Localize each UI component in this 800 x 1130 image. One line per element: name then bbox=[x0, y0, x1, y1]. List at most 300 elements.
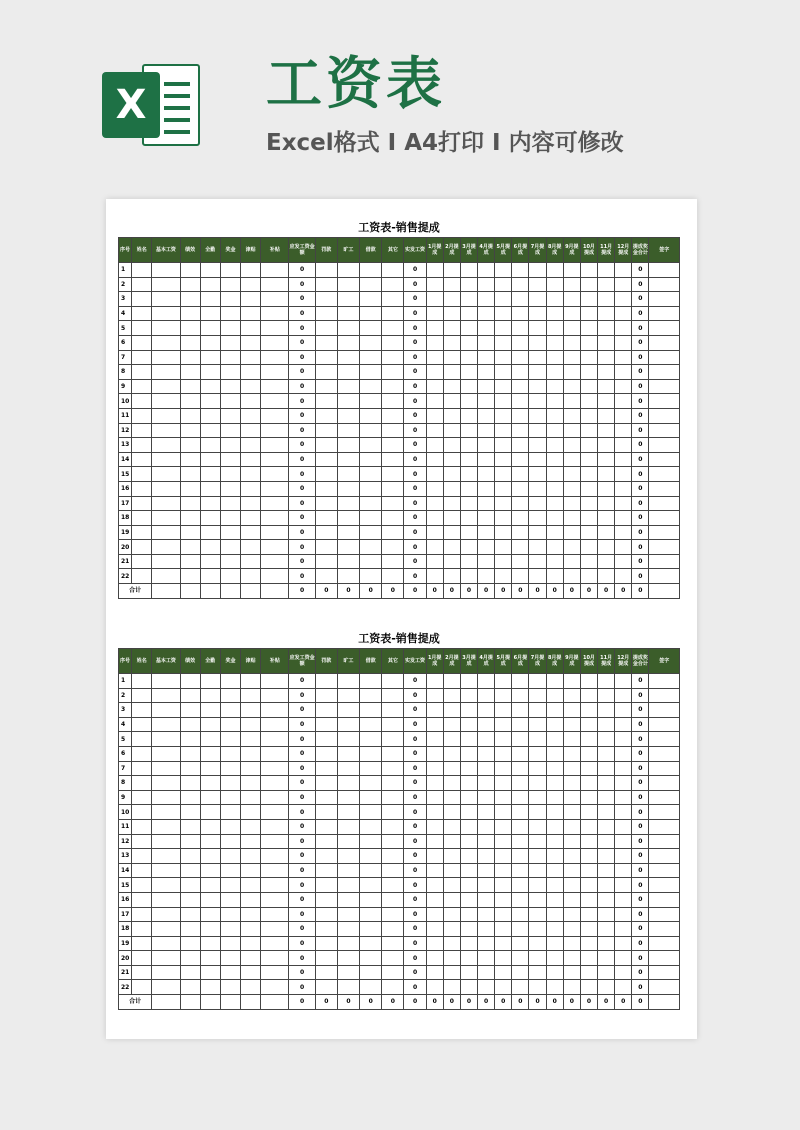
formula-cell[interactable]: 0 bbox=[404, 790, 426, 805]
formula-cell[interactable]: 0 bbox=[632, 277, 649, 292]
table-cell[interactable] bbox=[426, 365, 443, 380]
table-cell[interactable] bbox=[382, 277, 404, 292]
table-cell[interactable] bbox=[546, 805, 563, 820]
formula-cell[interactable]: 0 bbox=[632, 980, 649, 995]
table-cell[interactable] bbox=[337, 761, 359, 776]
table-cell[interactable] bbox=[180, 849, 200, 864]
formula-cell[interactable]: 0 bbox=[404, 394, 426, 409]
table-cell[interactable] bbox=[200, 965, 220, 980]
table-cell[interactable] bbox=[261, 849, 289, 864]
table-cell[interactable] bbox=[261, 790, 289, 805]
formula-cell[interactable]: 0 bbox=[404, 980, 426, 995]
table-cell[interactable] bbox=[337, 306, 359, 321]
table-cell[interactable] bbox=[132, 717, 152, 732]
table-cell[interactable] bbox=[132, 703, 152, 718]
table-cell[interactable] bbox=[261, 892, 289, 907]
table-cell[interactable] bbox=[315, 496, 337, 511]
table-cell[interactable] bbox=[649, 277, 680, 292]
table-cell[interactable] bbox=[546, 965, 563, 980]
table-cell[interactable] bbox=[478, 335, 495, 350]
table-cell[interactable] bbox=[512, 951, 529, 966]
table-cell[interactable] bbox=[261, 761, 289, 776]
formula-cell[interactable]: 0 bbox=[632, 350, 649, 365]
table-cell[interactable] bbox=[598, 761, 615, 776]
table-cell[interactable] bbox=[180, 717, 200, 732]
table-cell[interactable] bbox=[649, 540, 680, 555]
table-cell[interactable] bbox=[180, 394, 200, 409]
table-cell[interactable] bbox=[563, 481, 580, 496]
table-cell[interactable] bbox=[261, 481, 289, 496]
table-cell[interactable] bbox=[460, 335, 477, 350]
table-cell[interactable] bbox=[337, 732, 359, 747]
table-cell[interactable] bbox=[200, 907, 220, 922]
formula-cell[interactable]: 0 bbox=[632, 819, 649, 834]
table-cell[interactable] bbox=[546, 878, 563, 893]
table-cell[interactable] bbox=[241, 365, 261, 380]
table-cell[interactable] bbox=[426, 688, 443, 703]
table-cell[interactable] bbox=[337, 394, 359, 409]
table-cell[interactable] bbox=[152, 408, 180, 423]
row-number-cell[interactable]: 9 bbox=[119, 379, 132, 394]
table-cell[interactable] bbox=[512, 819, 529, 834]
table-cell[interactable] bbox=[580, 863, 597, 878]
table-cell[interactable] bbox=[563, 674, 580, 689]
table-cell[interactable] bbox=[529, 350, 546, 365]
table-cell[interactable] bbox=[649, 481, 680, 496]
table-cell[interactable] bbox=[315, 717, 337, 732]
table-cell[interactable] bbox=[580, 263, 597, 278]
row-number-cell[interactable]: 17 bbox=[119, 907, 132, 922]
table-cell[interactable] bbox=[426, 892, 443, 907]
formula-cell[interactable]: 0 bbox=[289, 408, 315, 423]
table-cell[interactable] bbox=[241, 394, 261, 409]
table-cell[interactable] bbox=[132, 408, 152, 423]
table-cell[interactable] bbox=[382, 423, 404, 438]
row-number-cell[interactable]: 10 bbox=[119, 805, 132, 820]
formula-cell[interactable]: 0 bbox=[632, 263, 649, 278]
formula-cell[interactable]: 0 bbox=[289, 761, 315, 776]
table-cell[interactable] bbox=[512, 335, 529, 350]
table-cell[interactable] bbox=[337, 525, 359, 540]
table-cell[interactable] bbox=[529, 951, 546, 966]
table-cell[interactable] bbox=[315, 746, 337, 761]
total-cell[interactable]: 0 bbox=[315, 995, 337, 1010]
table-cell[interactable] bbox=[315, 452, 337, 467]
table-cell[interactable] bbox=[180, 540, 200, 555]
formula-cell[interactable]: 0 bbox=[404, 703, 426, 718]
table-cell[interactable] bbox=[382, 805, 404, 820]
table-cell[interactable] bbox=[426, 878, 443, 893]
table-cell[interactable] bbox=[315, 863, 337, 878]
table-cell[interactable] bbox=[200, 805, 220, 820]
table-cell[interactable] bbox=[598, 438, 615, 453]
table-cell[interactable] bbox=[580, 496, 597, 511]
table-cell[interactable] bbox=[615, 674, 632, 689]
table-cell[interactable] bbox=[478, 496, 495, 511]
table-cell[interactable] bbox=[478, 761, 495, 776]
formula-cell[interactable]: 0 bbox=[404, 819, 426, 834]
row-number-cell[interactable]: 12 bbox=[119, 834, 132, 849]
table-cell[interactable] bbox=[478, 438, 495, 453]
table-cell[interactable] bbox=[426, 452, 443, 467]
formula-cell[interactable]: 0 bbox=[404, 540, 426, 555]
table-cell[interactable] bbox=[360, 394, 382, 409]
table-cell[interactable] bbox=[337, 674, 359, 689]
table-cell[interactable] bbox=[337, 863, 359, 878]
table-cell[interactable] bbox=[598, 481, 615, 496]
table-cell[interactable] bbox=[382, 452, 404, 467]
table-cell[interactable] bbox=[615, 263, 632, 278]
table-cell[interactable] bbox=[261, 863, 289, 878]
table-cell[interactable] bbox=[512, 525, 529, 540]
table-cell[interactable] bbox=[132, 277, 152, 292]
table-cell[interactable] bbox=[529, 717, 546, 732]
table-cell[interactable] bbox=[512, 277, 529, 292]
table-cell[interactable] bbox=[460, 746, 477, 761]
table-cell[interactable] bbox=[460, 408, 477, 423]
table-cell[interactable] bbox=[180, 995, 200, 1010]
formula-cell[interactable]: 0 bbox=[404, 805, 426, 820]
table-cell[interactable] bbox=[180, 511, 200, 526]
table-cell[interactable] bbox=[132, 922, 152, 937]
table-cell[interactable] bbox=[382, 746, 404, 761]
table-cell[interactable] bbox=[261, 408, 289, 423]
table-cell[interactable] bbox=[580, 350, 597, 365]
table-cell[interactable] bbox=[241, 277, 261, 292]
table-cell[interactable] bbox=[615, 438, 632, 453]
table-cell[interactable] bbox=[512, 554, 529, 569]
table-cell[interactable] bbox=[495, 335, 512, 350]
table-cell[interactable] bbox=[478, 350, 495, 365]
table-cell[interactable] bbox=[382, 965, 404, 980]
table-cell[interactable] bbox=[443, 849, 460, 864]
table-cell[interactable] bbox=[382, 936, 404, 951]
table-cell[interactable] bbox=[360, 907, 382, 922]
table-cell[interactable] bbox=[261, 717, 289, 732]
table-cell[interactable] bbox=[512, 878, 529, 893]
table-cell[interactable] bbox=[512, 849, 529, 864]
table-cell[interactable] bbox=[261, 321, 289, 336]
row-number-cell[interactable]: 1 bbox=[119, 263, 132, 278]
table-cell[interactable] bbox=[315, 703, 337, 718]
table-cell[interactable] bbox=[261, 965, 289, 980]
table-cell[interactable] bbox=[360, 452, 382, 467]
table-cell[interactable] bbox=[241, 703, 261, 718]
table-cell[interactable] bbox=[563, 292, 580, 307]
table-cell[interactable] bbox=[546, 511, 563, 526]
formula-cell[interactable]: 0 bbox=[632, 408, 649, 423]
table-cell[interactable] bbox=[478, 717, 495, 732]
formula-cell[interactable]: 0 bbox=[289, 554, 315, 569]
table-cell[interactable] bbox=[495, 980, 512, 995]
table-cell[interactable] bbox=[529, 892, 546, 907]
formula-cell[interactable]: 0 bbox=[632, 805, 649, 820]
table-cell[interactable] bbox=[546, 688, 563, 703]
table-cell[interactable] bbox=[598, 292, 615, 307]
table-cell[interactable] bbox=[563, 703, 580, 718]
table-cell[interactable] bbox=[360, 379, 382, 394]
table-cell[interactable] bbox=[220, 790, 240, 805]
table-cell[interactable] bbox=[649, 321, 680, 336]
formula-cell[interactable]: 0 bbox=[404, 834, 426, 849]
table-cell[interactable] bbox=[649, 584, 680, 599]
table-cell[interactable] bbox=[460, 834, 477, 849]
table-cell[interactable] bbox=[426, 263, 443, 278]
total-cell[interactable]: 0 bbox=[615, 995, 632, 1010]
total-cell[interactable]: 0 bbox=[512, 584, 529, 599]
table-cell[interactable] bbox=[478, 540, 495, 555]
table-cell[interactable] bbox=[200, 863, 220, 878]
table-cell[interactable] bbox=[337, 554, 359, 569]
table-cell[interactable] bbox=[337, 365, 359, 380]
formula-cell[interactable]: 0 bbox=[404, 674, 426, 689]
table-cell[interactable] bbox=[132, 394, 152, 409]
table-cell[interactable] bbox=[337, 849, 359, 864]
table-cell[interactable] bbox=[132, 511, 152, 526]
table-cell[interactable] bbox=[460, 849, 477, 864]
table-cell[interactable] bbox=[460, 761, 477, 776]
total-cell[interactable]: 0 bbox=[404, 584, 426, 599]
table-cell[interactable] bbox=[563, 717, 580, 732]
table-cell[interactable] bbox=[200, 423, 220, 438]
table-cell[interactable] bbox=[315, 365, 337, 380]
table-cell[interactable] bbox=[649, 688, 680, 703]
table-cell[interactable] bbox=[315, 379, 337, 394]
table-cell[interactable] bbox=[460, 907, 477, 922]
table-cell[interactable] bbox=[563, 790, 580, 805]
table-cell[interactable] bbox=[546, 408, 563, 423]
table-cell[interactable] bbox=[495, 717, 512, 732]
table-cell[interactable] bbox=[132, 438, 152, 453]
table-cell[interactable] bbox=[360, 761, 382, 776]
total-cell[interactable]: 0 bbox=[443, 584, 460, 599]
table-cell[interactable] bbox=[132, 761, 152, 776]
table-cell[interactable] bbox=[495, 263, 512, 278]
table-cell[interactable] bbox=[546, 936, 563, 951]
formula-cell[interactable]: 0 bbox=[404, 481, 426, 496]
table-cell[interactable] bbox=[529, 277, 546, 292]
table-cell[interactable] bbox=[315, 569, 337, 584]
formula-cell[interactable]: 0 bbox=[404, 554, 426, 569]
table-cell[interactable] bbox=[261, 907, 289, 922]
table-cell[interactable] bbox=[360, 674, 382, 689]
formula-cell[interactable]: 0 bbox=[289, 951, 315, 966]
formula-cell[interactable]: 0 bbox=[289, 496, 315, 511]
formula-cell[interactable]: 0 bbox=[289, 936, 315, 951]
table-cell[interactable] bbox=[200, 746, 220, 761]
table-cell[interactable] bbox=[200, 936, 220, 951]
table-cell[interactable] bbox=[426, 408, 443, 423]
table-cell[interactable] bbox=[495, 481, 512, 496]
table-cell[interactable] bbox=[315, 834, 337, 849]
formula-cell[interactable]: 0 bbox=[632, 365, 649, 380]
formula-cell[interactable]: 0 bbox=[632, 717, 649, 732]
table-cell[interactable] bbox=[529, 496, 546, 511]
table-cell[interactable] bbox=[443, 819, 460, 834]
table-cell[interactable] bbox=[529, 525, 546, 540]
table-cell[interactable] bbox=[546, 277, 563, 292]
table-cell[interactable] bbox=[563, 467, 580, 482]
table-cell[interactable] bbox=[580, 688, 597, 703]
table-cell[interactable] bbox=[529, 834, 546, 849]
table-cell[interactable] bbox=[241, 761, 261, 776]
formula-cell[interactable]: 0 bbox=[632, 554, 649, 569]
table-cell[interactable] bbox=[495, 438, 512, 453]
table-cell[interactable] bbox=[132, 452, 152, 467]
table-cell[interactable] bbox=[443, 703, 460, 718]
table-cell[interactable] bbox=[580, 892, 597, 907]
table-cell[interactable] bbox=[478, 674, 495, 689]
table-cell[interactable] bbox=[529, 365, 546, 380]
table-cell[interactable] bbox=[220, 263, 240, 278]
table-cell[interactable] bbox=[460, 379, 477, 394]
table-cell[interactable] bbox=[132, 423, 152, 438]
table-cell[interactable] bbox=[382, 379, 404, 394]
table-cell[interactable] bbox=[546, 350, 563, 365]
table-cell[interactable] bbox=[382, 263, 404, 278]
table-cell[interactable] bbox=[426, 907, 443, 922]
table-cell[interactable] bbox=[360, 922, 382, 937]
table-cell[interactable] bbox=[220, 335, 240, 350]
table-cell[interactable] bbox=[180, 951, 200, 966]
table-cell[interactable] bbox=[580, 438, 597, 453]
total-cell[interactable]: 0 bbox=[478, 995, 495, 1010]
table-cell[interactable] bbox=[443, 525, 460, 540]
table-cell[interactable] bbox=[443, 554, 460, 569]
table-cell[interactable] bbox=[495, 922, 512, 937]
table-cell[interactable] bbox=[563, 980, 580, 995]
formula-cell[interactable]: 0 bbox=[632, 569, 649, 584]
table-cell[interactable] bbox=[200, 776, 220, 791]
table-cell[interactable] bbox=[180, 452, 200, 467]
table-cell[interactable] bbox=[152, 688, 180, 703]
formula-cell[interactable]: 0 bbox=[632, 776, 649, 791]
table-cell[interactable] bbox=[563, 277, 580, 292]
table-cell[interactable] bbox=[478, 703, 495, 718]
table-cell[interactable] bbox=[598, 365, 615, 380]
table-cell[interactable] bbox=[426, 980, 443, 995]
table-cell[interactable] bbox=[132, 863, 152, 878]
table-cell[interactable] bbox=[443, 452, 460, 467]
table-cell[interactable] bbox=[512, 761, 529, 776]
table-cell[interactable] bbox=[200, 438, 220, 453]
table-cell[interactable] bbox=[132, 819, 152, 834]
row-number-cell[interactable]: 9 bbox=[119, 790, 132, 805]
table-cell[interactable] bbox=[337, 379, 359, 394]
table-cell[interactable] bbox=[443, 540, 460, 555]
table-cell[interactable] bbox=[512, 452, 529, 467]
table-cell[interactable] bbox=[649, 951, 680, 966]
formula-cell[interactable]: 0 bbox=[632, 481, 649, 496]
table-cell[interactable] bbox=[563, 438, 580, 453]
table-cell[interactable] bbox=[580, 394, 597, 409]
table-cell[interactable] bbox=[512, 350, 529, 365]
table-cell[interactable] bbox=[261, 936, 289, 951]
table-cell[interactable] bbox=[580, 452, 597, 467]
table-cell[interactable] bbox=[649, 863, 680, 878]
table-cell[interactable] bbox=[426, 306, 443, 321]
table-cell[interactable] bbox=[546, 467, 563, 482]
table-cell[interactable] bbox=[261, 467, 289, 482]
table-cell[interactable] bbox=[200, 408, 220, 423]
table-cell[interactable] bbox=[180, 379, 200, 394]
table-cell[interactable] bbox=[443, 511, 460, 526]
table-cell[interactable] bbox=[495, 863, 512, 878]
table-cell[interactable] bbox=[563, 951, 580, 966]
row-number-cell[interactable]: 15 bbox=[119, 878, 132, 893]
row-number-cell[interactable]: 5 bbox=[119, 321, 132, 336]
table-cell[interactable] bbox=[580, 525, 597, 540]
table-cell[interactable] bbox=[649, 408, 680, 423]
table-cell[interactable] bbox=[598, 951, 615, 966]
formula-cell[interactable]: 0 bbox=[632, 936, 649, 951]
table-cell[interactable] bbox=[200, 365, 220, 380]
table-cell[interactable] bbox=[529, 321, 546, 336]
table-cell[interactable] bbox=[529, 379, 546, 394]
table-cell[interactable] bbox=[460, 951, 477, 966]
table-cell[interactable] bbox=[598, 423, 615, 438]
table-cell[interactable] bbox=[649, 554, 680, 569]
table-cell[interactable] bbox=[649, 438, 680, 453]
table-cell[interactable] bbox=[495, 892, 512, 907]
table-cell[interactable] bbox=[495, 907, 512, 922]
table-cell[interactable] bbox=[360, 335, 382, 350]
table-cell[interactable] bbox=[337, 496, 359, 511]
table-cell[interactable] bbox=[200, 540, 220, 555]
formula-cell[interactable]: 0 bbox=[404, 922, 426, 937]
row-number-cell[interactable]: 14 bbox=[119, 863, 132, 878]
table-cell[interactable] bbox=[598, 263, 615, 278]
table-cell[interactable] bbox=[529, 790, 546, 805]
table-cell[interactable] bbox=[180, 292, 200, 307]
table-cell[interactable] bbox=[546, 849, 563, 864]
table-cell[interactable] bbox=[512, 423, 529, 438]
row-number-cell[interactable]: 20 bbox=[119, 951, 132, 966]
table-cell[interactable] bbox=[200, 674, 220, 689]
row-number-cell[interactable]: 6 bbox=[119, 335, 132, 350]
table-cell[interactable] bbox=[200, 379, 220, 394]
table-cell[interactable] bbox=[180, 776, 200, 791]
table-cell[interactable] bbox=[546, 423, 563, 438]
table-cell[interactable] bbox=[426, 511, 443, 526]
table-cell[interactable] bbox=[563, 321, 580, 336]
table-cell[interactable] bbox=[220, 805, 240, 820]
table-cell[interactable] bbox=[180, 365, 200, 380]
table-cell[interactable] bbox=[241, 776, 261, 791]
row-number-cell[interactable]: 22 bbox=[119, 569, 132, 584]
table-cell[interactable] bbox=[220, 306, 240, 321]
table-cell[interactable] bbox=[261, 350, 289, 365]
table-cell[interactable] bbox=[478, 790, 495, 805]
table-cell[interactable] bbox=[152, 674, 180, 689]
row-number-cell[interactable]: 19 bbox=[119, 525, 132, 540]
table-cell[interactable] bbox=[615, 980, 632, 995]
table-cell[interactable] bbox=[580, 365, 597, 380]
table-cell[interactable] bbox=[360, 790, 382, 805]
table-cell[interactable] bbox=[580, 540, 597, 555]
formula-cell[interactable]: 0 bbox=[289, 335, 315, 350]
table-cell[interactable] bbox=[337, 321, 359, 336]
table-cell[interactable] bbox=[337, 408, 359, 423]
table-cell[interactable] bbox=[426, 805, 443, 820]
total-cell[interactable]: 0 bbox=[495, 995, 512, 1010]
table-cell[interactable] bbox=[615, 732, 632, 747]
total-cell[interactable]: 0 bbox=[289, 995, 315, 1010]
table-cell[interactable] bbox=[220, 834, 240, 849]
total-cell[interactable]: 0 bbox=[460, 584, 477, 599]
table-cell[interactable] bbox=[478, 452, 495, 467]
formula-cell[interactable]: 0 bbox=[404, 306, 426, 321]
